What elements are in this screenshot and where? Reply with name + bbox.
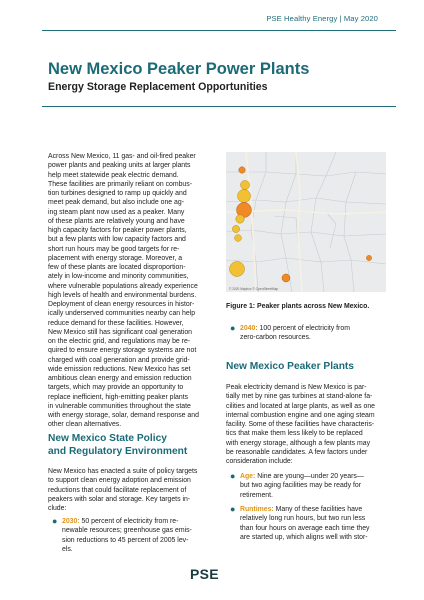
intro-line: few of these plants are located disproportion- xyxy=(48,264,186,271)
peakers-line: internal combustion engine and one aging steam xyxy=(226,411,375,419)
intro-line: meet peak demand, but also include one ag- xyxy=(48,199,184,207)
intro-line: short run hours may be good targets for re- xyxy=(48,245,180,253)
intro-line: tion turbines designed to ramp up quickly and xyxy=(48,190,187,197)
map-land xyxy=(226,152,386,292)
intro-line: charged with coal generation and provide grid- xyxy=(48,356,190,364)
intro-line: These facilities are primarily reliant on combus- xyxy=(48,180,192,188)
bullet-2030-line: newable resources; greenhouse gas emis- xyxy=(62,527,192,535)
page-subtitle: Energy Storage Replacement Opportunities xyxy=(48,81,268,93)
peaker-marker[interactable] xyxy=(241,181,250,190)
bullet-dot: ● xyxy=(230,323,236,333)
peakers-line: cilities and located at large plants, as well as one xyxy=(226,402,376,410)
bullet-2030-key: 2030: xyxy=(62,518,80,525)
title-rule xyxy=(42,106,396,107)
intro-line: Across New Mexico, 11 gas- and oil-fired peaker xyxy=(48,153,196,160)
peaker-marker[interactable] xyxy=(235,235,242,242)
bullet-2040-key: 2040: xyxy=(240,325,258,332)
policy-line: to support clean energy adoption and emission xyxy=(48,477,191,485)
policy-line: New Mexico has enacted a suite of policy targets xyxy=(48,468,198,475)
policy-heading-line: New Mexico State Policy xyxy=(48,433,167,444)
intro-paragraph xyxy=(48,152,212,430)
intro-line: of these plants are relatively young and have xyxy=(48,217,185,225)
intro-line: targets, which may provide an opportunity to xyxy=(48,384,184,392)
intro-line: ically underserved communities nearby can help xyxy=(48,310,196,318)
intro-line: ambitious clean energy and emission reduction xyxy=(48,375,192,382)
bullet-runtimes-key: Runtimes: xyxy=(240,506,274,513)
peakers-line: Peak electricity demand is New Mexico is par- xyxy=(226,384,367,391)
header-rule xyxy=(42,30,396,31)
intro-line: reduce demand for these facilities. However, xyxy=(48,319,184,327)
bullet-2030-line: 50 percent of electricity from re- xyxy=(81,518,179,525)
bullet-2040-line: 100 percent of electricity from xyxy=(259,325,350,332)
bullet-age-line: but two aging facilities may be ready for xyxy=(240,482,362,490)
peakers-line: consideration include: xyxy=(226,458,293,465)
intro-line: replace inefficient, high-emitting peaker plants xyxy=(48,393,189,401)
policy-line: peakers with solar and storage. Key targets in- xyxy=(48,495,191,503)
policy-line: clude: xyxy=(48,505,67,512)
map-svg xyxy=(226,152,386,292)
intro-line: help meet statewide peak electric demand. xyxy=(48,171,179,179)
peaker-marker[interactable] xyxy=(282,274,290,282)
peaker-marker[interactable] xyxy=(366,255,371,260)
peakers-line: tially met by nine gas turbines at stand-alone fa- xyxy=(226,393,373,401)
bullet-dot: ● xyxy=(52,516,58,526)
bullet-runtimes xyxy=(226,505,386,542)
running-head: PSE Healthy Energy | May 2020 xyxy=(266,14,378,23)
policy-heading-line: and Regulatory Environment xyxy=(48,446,188,457)
bullet-age-line: Nine are young—under 20 years— xyxy=(257,473,364,480)
bullet-age-line: retirement. xyxy=(240,491,273,499)
intro-line: other clean alternatives. xyxy=(48,421,122,429)
policy-heading xyxy=(48,432,218,458)
intro-line: where vulnerable populations already experience xyxy=(48,282,198,290)
peaker-marker[interactable] xyxy=(236,215,244,223)
bullet-runtimes-line: are started up, which aligns well with stor- xyxy=(240,533,368,541)
intro-line: in vulnerable communities throughout the state xyxy=(48,402,191,410)
peaker-marker[interactable] xyxy=(238,190,251,203)
peaker-map xyxy=(226,152,386,292)
intro-line: wide emission reductions. New Mexico has set xyxy=(48,365,191,373)
peaker-marker[interactable] xyxy=(239,167,245,173)
intro-line: placement with energy storage. Moreover, a xyxy=(48,254,183,262)
intro-line: power plants and peaking units at larger plants xyxy=(48,162,191,170)
intro-line: but a few plants with low capacity factors and xyxy=(48,236,186,244)
peakers-line: with energy storage, although a few plants may xyxy=(226,439,371,447)
intro-line: Deployment of clean energy resources in histor- xyxy=(48,301,195,308)
pse-logo: PSE xyxy=(190,566,219,582)
bullet-runtimes-line: than four hours on average each time they xyxy=(240,524,370,532)
bullet-age xyxy=(226,472,386,500)
peakers-paragraph xyxy=(226,383,386,466)
peakers-line: be reasonable candidates. A few factors under xyxy=(226,448,368,456)
bullet-runtimes-line: Many of these facilities have xyxy=(275,506,363,513)
peakers-heading: New Mexico Peaker Plants xyxy=(226,361,354,372)
bullet-2030-line: sion reductions to 45 percent of 2005 lev- xyxy=(62,536,189,544)
peaker-marker[interactable] xyxy=(232,225,239,232)
intro-line: on the electric grid, and regulations may be re- xyxy=(48,338,191,345)
intro-line: ately in low-income and minority communities, xyxy=(48,273,189,281)
figure-caption: Figure 1: Peaker plants across New Mexico. xyxy=(226,303,370,310)
peakers-line: facility. Some of these facilities have characteris- xyxy=(226,421,375,428)
bullet-runtimes-line: relatively long run hours, but two run less xyxy=(240,515,366,523)
bullet-dot: ● xyxy=(230,471,236,481)
bullet-dot: ● xyxy=(230,504,236,514)
policy-paragraph xyxy=(48,467,212,513)
bullet-2040-line: zero-carbon resources. xyxy=(240,334,311,342)
page-title: New Mexico Peaker Power Plants xyxy=(48,60,310,78)
bullet-age-key: Age: xyxy=(240,473,256,480)
intro-line: high capacity factors for peaker power plants, xyxy=(48,227,187,234)
peaker-marker[interactable] xyxy=(230,262,245,277)
intro-line: quired to ensure energy storage systems are not xyxy=(48,347,197,355)
bullet-2040 xyxy=(226,324,386,343)
bullet-2030 xyxy=(48,517,212,554)
map-attribution: © 2020 Mapbox © OpenStreetMap xyxy=(229,287,279,291)
intro-line: New Mexico still has significant coal generation xyxy=(48,328,193,336)
intro-line: high levels of health and environmental burdens. xyxy=(48,291,197,299)
policy-line: reductions that could facilitate replacement of xyxy=(48,486,187,494)
intro-line: ing steam plant now used as a peaker. Many xyxy=(48,208,185,216)
peakers-line: tics that make them less likely to be replaced xyxy=(226,430,363,438)
bullet-2030-line: els. xyxy=(62,545,73,553)
intro-line: with energy storage, solar, demand response and xyxy=(48,412,199,419)
